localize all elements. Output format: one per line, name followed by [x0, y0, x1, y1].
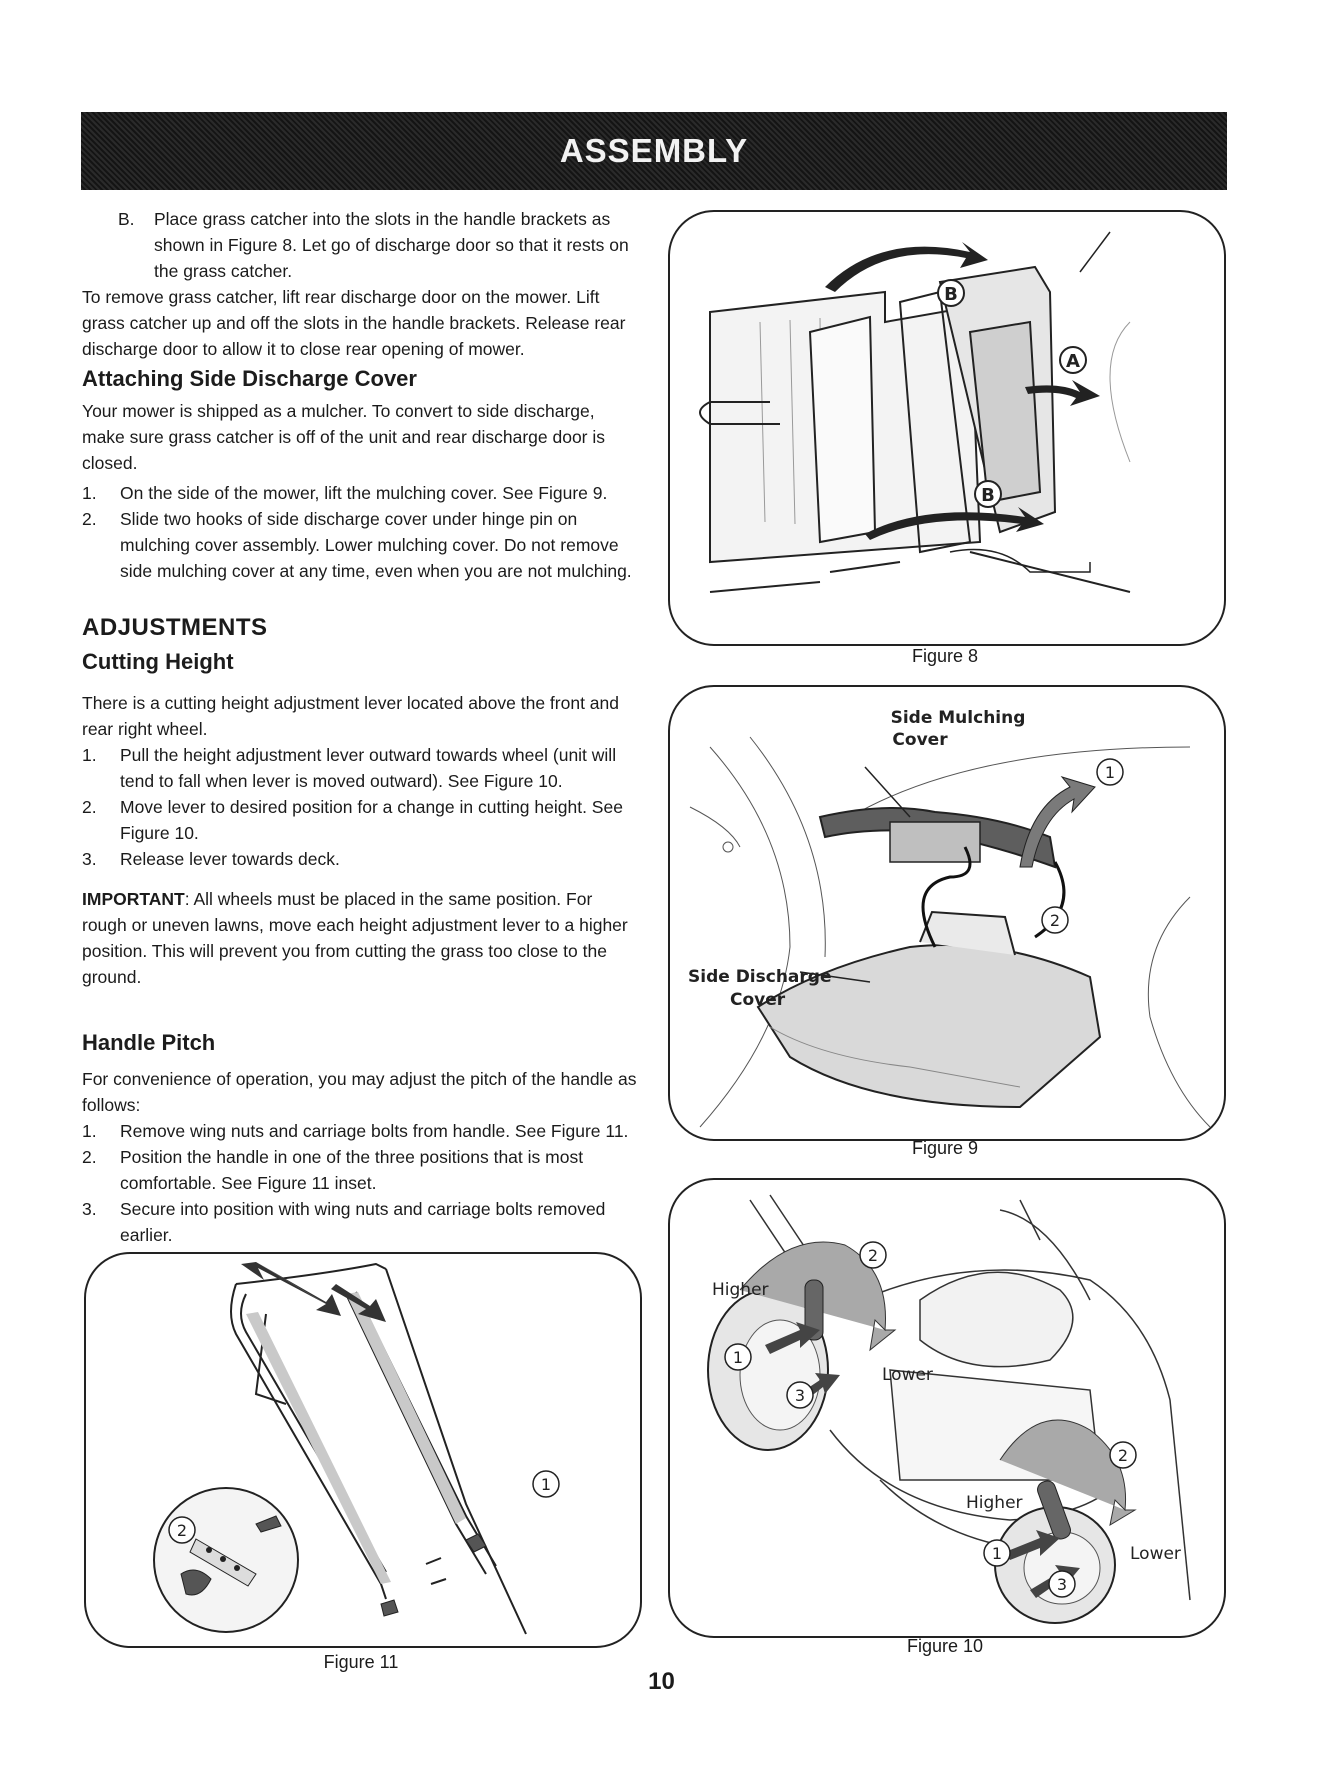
handle-pitch-intro: For convenience of operation, you may adjust the pitch of the handle as follows: [82, 1069, 637, 1115]
assembly-text [82, 206, 638, 362]
handle-pitch-heading: Handle Pitch [82, 1030, 216, 1055]
label-side-mulching: Side Mulching [890, 708, 1026, 728]
handle-pitch-text [82, 1066, 638, 1248]
figure-8-caption: Figure 8 [911, 646, 979, 666]
callout-1-rear: 1 [991, 1544, 1003, 1563]
side-discharge-intro: Your mower is shipped as a mulcher. To convert to side discharge, make sure grass catcher is off of the unit and rear discharge door is closed. [82, 401, 606, 473]
label-higher-rear: Higher [966, 1493, 1023, 1513]
figure-9-illustration [668, 685, 1226, 1141]
callout-2-front: 2 [867, 1246, 879, 1265]
cutting-height-intro: There is a cutting height adjustment lever located above the front and rear right wheel. [82, 693, 619, 739]
figure-9-caption: Figure 9 [911, 1138, 979, 1158]
list-item [82, 1118, 638, 1144]
list-item [82, 742, 638, 794]
section-title: ASSEMBLY [559, 132, 749, 169]
section-banner [81, 112, 1227, 190]
callout-1: 1 [540, 1475, 552, 1494]
step-number: 2. [82, 509, 97, 529]
figure-11-caption: Figure 11 [323, 1652, 399, 1672]
label-discharge-cover: Cover [730, 990, 786, 1010]
figure-11-drawing [86, 1254, 640, 1646]
step-text: Position the handle in one of the three positions that is most comfortable. See Figure 11 inset. [120, 1147, 584, 1193]
important-label: IMPORTANT [82, 889, 185, 909]
step-number: 1. [82, 1121, 97, 1141]
list-item [82, 846, 638, 872]
label-lower-rear: Lower [1130, 1544, 1181, 1564]
figure-10-drawing [670, 1180, 1224, 1636]
step-number: 3. [82, 849, 97, 869]
callout-b: B [944, 284, 958, 305]
label-mulching-cover: Cover [892, 730, 948, 750]
page-number: 10 [648, 1668, 675, 1695]
list-item [82, 506, 638, 584]
cutting-height-heading: Cutting Height [82, 649, 234, 674]
label-higher-front: Higher [712, 1280, 769, 1300]
step-text: Place grass catcher into the slots in the handle brackets as shown in Figure 8. Let go of discharge door so that it rests on the grass catcher. [154, 209, 629, 281]
callout-2-rear: 2 [1117, 1446, 1129, 1465]
list-item [82, 480, 638, 506]
remove-paragraph: To remove grass catcher, lift rear discharge door on the mower. Lift grass catcher up and off the slots in the handle brackets. Release rear discharge door to allow it to close rear opening of mower. [82, 287, 626, 359]
step-number: 2. [82, 797, 97, 817]
important-text: : All wheels must be placed in the same position. For rough or uneven lawns, move each height adjustment lever to a higher position. This will prevent you from cutting the grass too close to the ground. [82, 889, 628, 987]
step-number: 2. [82, 1147, 97, 1167]
callout-1-front: 1 [732, 1348, 744, 1367]
figure-11-illustration [84, 1252, 642, 1648]
step-text: Secure into position with wing nuts and carriage bolts removed earlier. [120, 1199, 606, 1245]
figure-10-caption: Figure 10 [906, 1636, 984, 1656]
side-discharge-section [82, 366, 638, 584]
figure-10-illustration [668, 1178, 1226, 1638]
step-text: Slide two hooks of side discharge cover under hinge pin on mulching cover assembly. Lower mulching cover. Do not remove side mulching cover at any time, even when you are not mulching. [120, 509, 632, 581]
callout-a: A [1066, 351, 1080, 372]
step-number: 3. [82, 1199, 97, 1219]
step-text: Move lever to desired position for a change in cutting height. See Figure 10. [120, 797, 623, 843]
callout-b-lower: B [981, 485, 995, 506]
step-text: Release lever towards deck. [120, 849, 340, 869]
figure-9-drawing [670, 687, 1224, 1139]
side-discharge-heading: Attaching Side Discharge Cover [82, 366, 417, 391]
adjustments-heading: ADJUSTMENTS [82, 614, 268, 641]
step-number: 1. [82, 745, 97, 765]
callout-1: 1 [1104, 763, 1116, 782]
important-note [82, 886, 638, 990]
step-text: Remove wing nuts and carriage bolts from handle. See Figure 11. [120, 1121, 629, 1141]
figure-8-drawing [670, 212, 1224, 644]
list-item [82, 794, 638, 846]
adjustments-section [82, 615, 638, 675]
step-b [82, 206, 638, 284]
step-marker: B. [118, 209, 135, 229]
step-text: Pull the height adjustment lever outward towards wheel (unit will tend to fall when lever is moved outward). See Figure 10. [120, 745, 617, 791]
callout-3-rear: 3 [1056, 1575, 1068, 1594]
cutting-height-text [82, 690, 638, 990]
handle-pitch-section [82, 1030, 638, 1056]
label-side-discharge: Side Discharge [688, 967, 832, 987]
label-lower-front: Lower [882, 1365, 933, 1385]
figure-8-illustration [668, 210, 1226, 646]
callout-2: 2 [176, 1521, 188, 1540]
step-number: 1. [82, 483, 97, 503]
callout-3-front: 3 [794, 1386, 806, 1405]
step-text: On the side of the mower, lift the mulching cover. See Figure 9. [120, 483, 608, 503]
list-item [82, 1196, 638, 1248]
callout-2: 2 [1049, 911, 1061, 930]
list-item [82, 1144, 638, 1196]
